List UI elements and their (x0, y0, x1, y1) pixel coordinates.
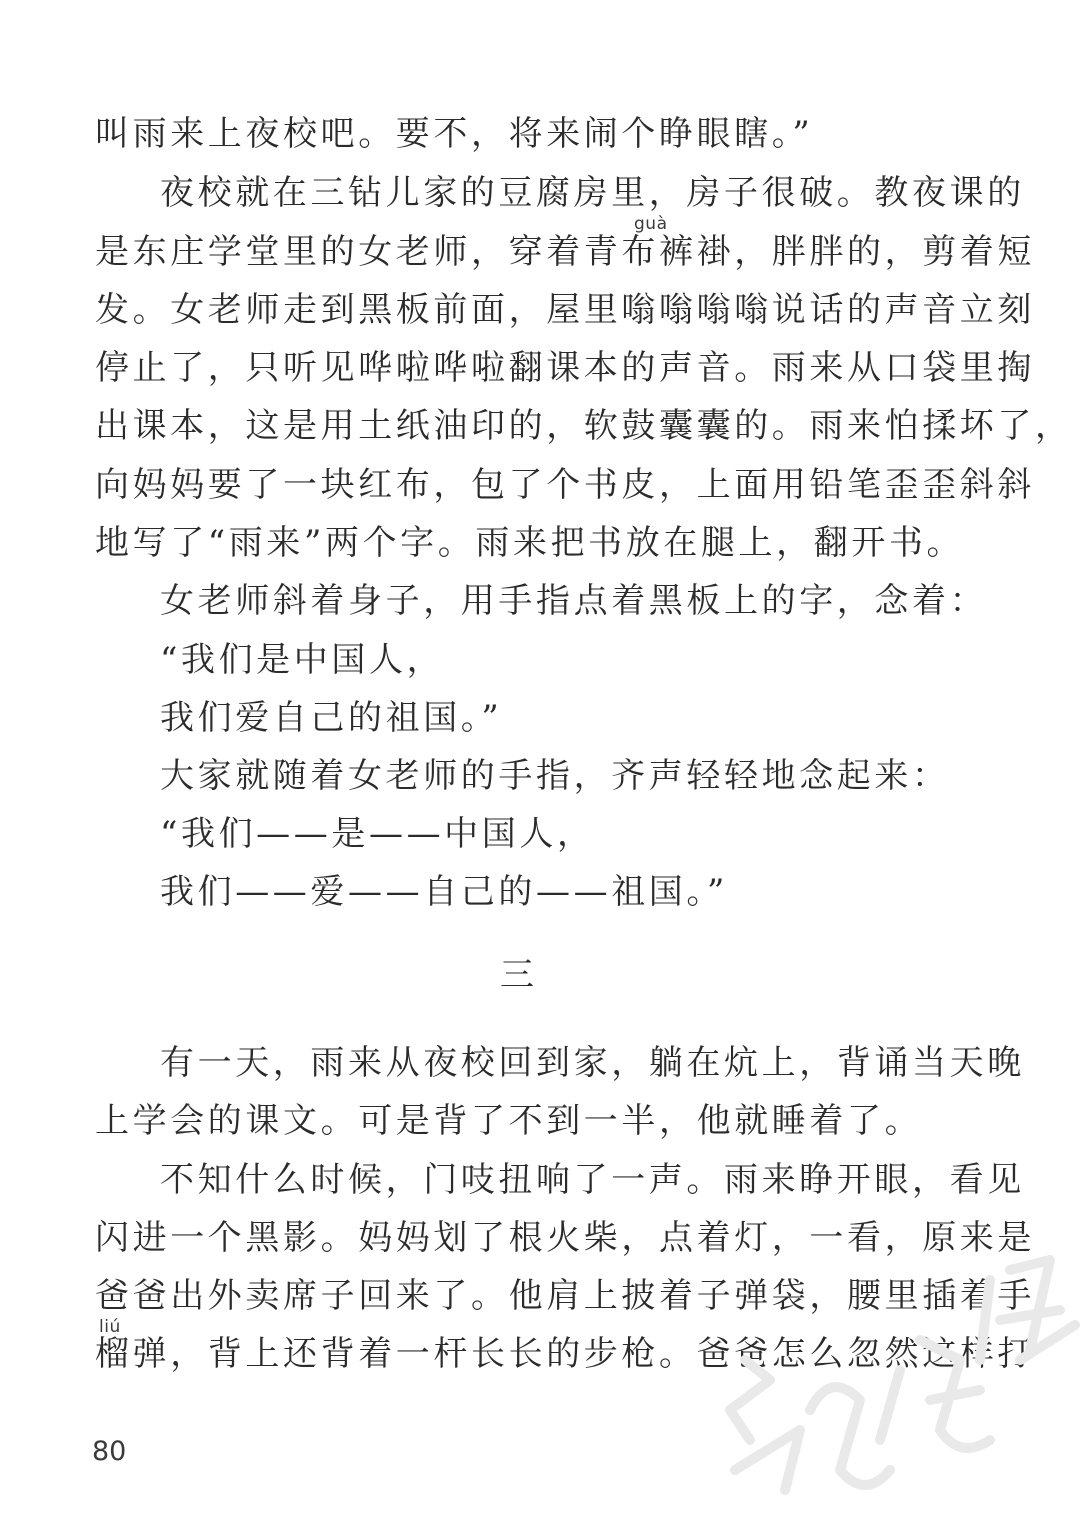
text-line: 是东庄学堂里的女老师，穿着青布裤褂，胖胖的，剪着短 (95, 232, 1035, 272)
text-line: 夜校就在三钻儿家的豆腐房里，房子很破。教夜课的 (160, 173, 1025, 213)
text-line: “我们是中国人， (160, 640, 445, 680)
text-line: 榴弹，背上还背着一杆长长的步枪。爸爸怎么忽然这样打 (95, 1334, 1035, 1374)
text-line: 闪进一个黑影。妈妈划了根火柴，点着灯，一看，原来是 (95, 1218, 1035, 1258)
text-line: 女老师斜着身子，用手指点着黑板上的字，念着： (160, 581, 988, 621)
text-line: 停止了，只听见哗啦哗啦翻课本的声音。雨来从口袋里掏 (95, 348, 1035, 388)
pinyin-annotation: liú (99, 1317, 121, 1337)
text-line: 向妈妈要了一块红布，包了个书皮，上面用铅笔歪歪斜斜 (95, 465, 1035, 505)
text-line: “我们——是——中国人， (160, 814, 595, 854)
text-line: 我们爱自己的祖国。” (160, 698, 503, 738)
pinyin-annotation: guà (634, 214, 668, 234)
text-line: 上学会的课文。可是背了不到一半，他就睡着了。 (95, 1101, 923, 1141)
text-line: 地写了“雨来”两个字。雨来把书放在腿上，翻开书。 (95, 523, 965, 563)
text-line: 大家就随着女老师的手指，齐声轻轻地念起来： (160, 756, 950, 796)
watermark-logo (690, 1110, 1080, 1526)
text-line: 发。女老师走到黑板前面，屋里嗡嗡嗡嗡说话的声音立刻 (95, 290, 1035, 330)
text-line: 爸爸出外卖席子回来了。他肩上披着子弹袋，腰里插着手 (95, 1276, 1035, 1316)
text-line: 出课本，这是用土纸油印的，软鼓囊囊的。雨来怕揉坏了， (95, 406, 1073, 446)
section-heading: 三 (500, 955, 534, 995)
text-line: 我们——爱——自己的——祖国。” (160, 872, 728, 912)
page-number: 80 (92, 1436, 127, 1467)
text-line: 有一天，雨来从夜校回到家，躺在炕上，背诵当天晚 (160, 1043, 1025, 1083)
text-line: 叫雨来上夜校吧。要不，将来闹个睁眼瞎。” (95, 114, 814, 154)
text-line: 不知什么时候，门吱扭响了一声。雨来睁开眼，看见 (160, 1160, 1025, 1200)
